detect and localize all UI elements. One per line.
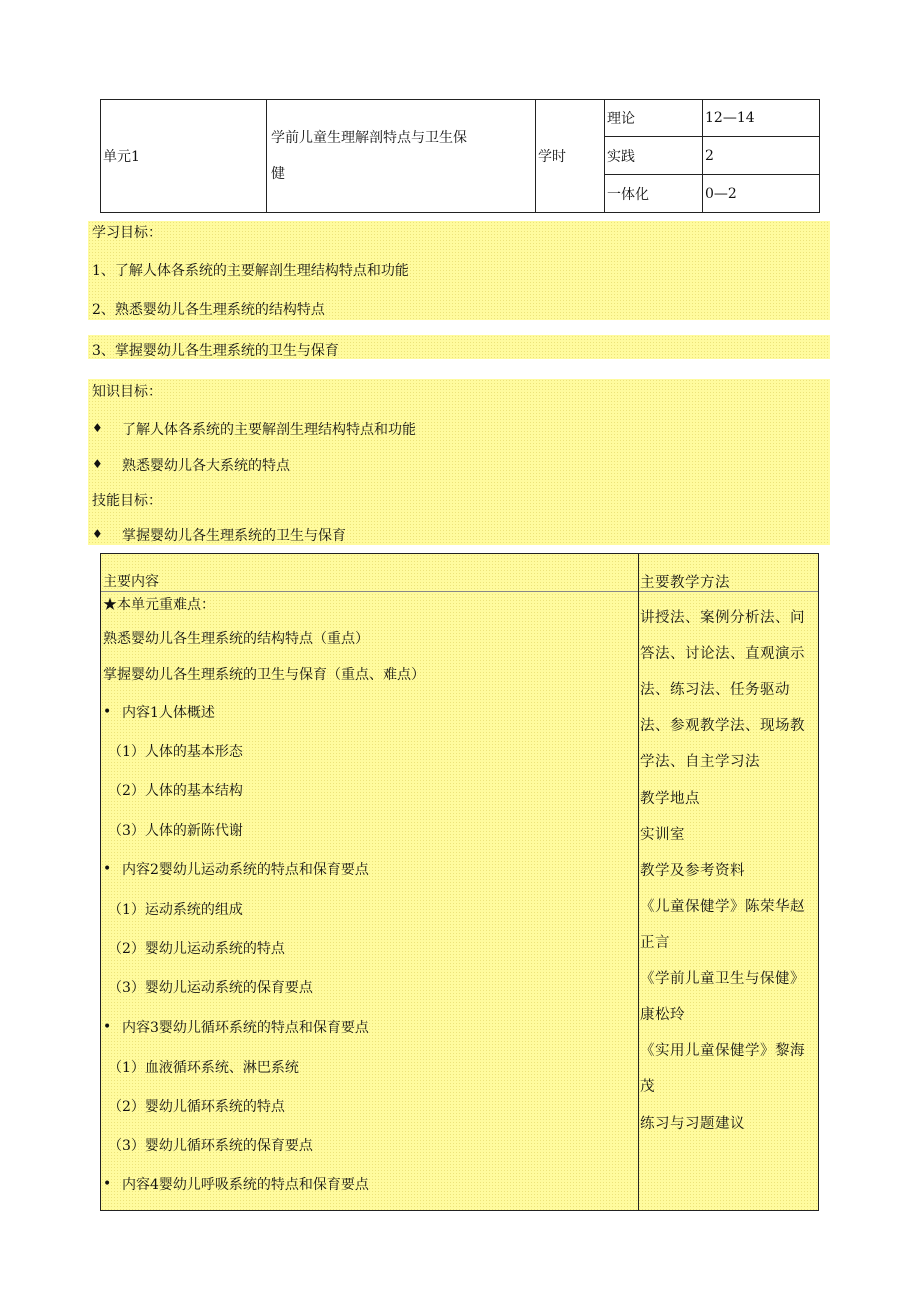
section-item: （1）运动系统的组成	[108, 902, 243, 918]
unit-header-table	[100, 99, 820, 213]
section-item: （1）人体的基本形态	[108, 744, 243, 760]
unit-label: 单元1	[101, 100, 267, 213]
section-title: 内容3婴幼儿循环系统的特点和保育要点	[122, 1020, 369, 1036]
reference-line: 《实用儿童保健学》黎海	[640, 1043, 805, 1059]
teaching-location-value: 实训室	[640, 827, 685, 843]
reference-line: 康松玲	[640, 1007, 685, 1023]
study-goal-item: 2、熟悉婴幼儿各生理系统的结构特点	[92, 302, 325, 318]
section-item: （2）婴幼儿循环系统的特点	[108, 1099, 285, 1115]
reference-line: 《儿童保健学》陈荣华赵	[640, 899, 805, 915]
method-line: 学法、自主学习法	[640, 754, 760, 770]
column-divider	[638, 554, 639, 1210]
unit-title-line1: 学前儿童生理解剖特点与卫生保	[271, 130, 467, 146]
references-label: 教学及参考资料	[640, 863, 745, 879]
reference-line: 茂	[640, 1079, 655, 1095]
section-item: （3）人体的新陈代谢	[108, 823, 243, 839]
study-goals-title: 学习目标：	[92, 225, 162, 241]
hours-value-practice: 2	[703, 137, 820, 175]
diamond-bullet-icon: ♦	[92, 527, 103, 541]
section-title: 内容1人体概述	[122, 705, 215, 721]
section-bullet-icon: •	[103, 1176, 112, 1192]
hours-label: 学时	[536, 100, 605, 213]
section-item: （2）人体的基本结构	[108, 783, 243, 799]
knowledge-goal-item: 熟悉婴幼儿各大系统的特点	[122, 458, 290, 474]
hours-type-practice: 实践	[605, 137, 703, 175]
method-line: 答法、讨论法、直观演示	[640, 646, 805, 662]
hours-type-integrated: 一体化	[605, 175, 703, 213]
method-line: 法、练习法、任务驱动	[640, 682, 790, 698]
reference-line: 《学前儿童卫生与保健》	[640, 971, 805, 987]
knowledge-goals-title: 知识目标：	[92, 384, 162, 400]
key-point-item: 掌握婴幼儿各生理系统的卫生与保育（重点、难点）	[103, 667, 425, 683]
unit-title-line2: 健	[271, 166, 285, 182]
diamond-bullet-icon: ♦	[92, 421, 103, 435]
reference-line: 正言	[640, 935, 670, 951]
key-point-item: 熟悉婴幼儿各生理系统的结构特点（重点）	[103, 631, 369, 647]
section-title: 内容2婴幼儿运动系统的特点和保育要点	[122, 862, 369, 878]
knowledge-goal-item: 了解人体各系统的主要解剖生理结构特点和功能	[122, 422, 416, 438]
hours-value-integrated: 0—2	[703, 175, 820, 213]
content-table	[100, 553, 819, 1211]
teaching-location-label: 教学地点	[640, 791, 700, 807]
section-item: （2）婴幼儿运动系统的特点	[108, 941, 285, 957]
section-item: （3）婴幼儿循环系统的保育要点	[108, 1138, 313, 1154]
hours-value-theory: 12—14	[703, 100, 820, 137]
unit-title	[267, 100, 536, 213]
key-points-title: ★本单元重难点：	[103, 597, 215, 613]
section-bullet-icon: •	[103, 1019, 112, 1035]
section-item: （1）血液循环系统、淋巴系统	[108, 1060, 299, 1076]
skill-goal-item: 掌握婴幼儿各生理系统的卫生与保育	[122, 528, 346, 544]
section-title: 内容4婴幼儿呼吸系统的特点和保育要点	[122, 1177, 369, 1193]
skill-goals-title: 技能目标：	[92, 493, 162, 509]
study-goal-item: 3、掌握婴幼儿各生理系统的卫生与保育	[92, 343, 339, 359]
content-right-header: 主要教学方法	[640, 575, 730, 591]
content-left-header: 主要内容	[103, 574, 159, 590]
section-item: （3）婴幼儿运动系统的保育要点	[108, 980, 313, 996]
section-bullet-icon: •	[103, 861, 112, 877]
section-bullet-icon: •	[103, 704, 112, 720]
hours-type-theory: 理论	[605, 100, 703, 137]
method-line: 讲授法、案例分析法、问	[640, 610, 805, 626]
study-goal-item: 1、了解人体各系统的主要解剖生理结构特点和功能	[92, 263, 409, 279]
method-line: 法、参观教学法、现场教	[640, 718, 805, 734]
exercise-suggestion-label: 练习与习题建议	[640, 1116, 745, 1132]
diamond-bullet-icon: ♦	[92, 457, 103, 471]
